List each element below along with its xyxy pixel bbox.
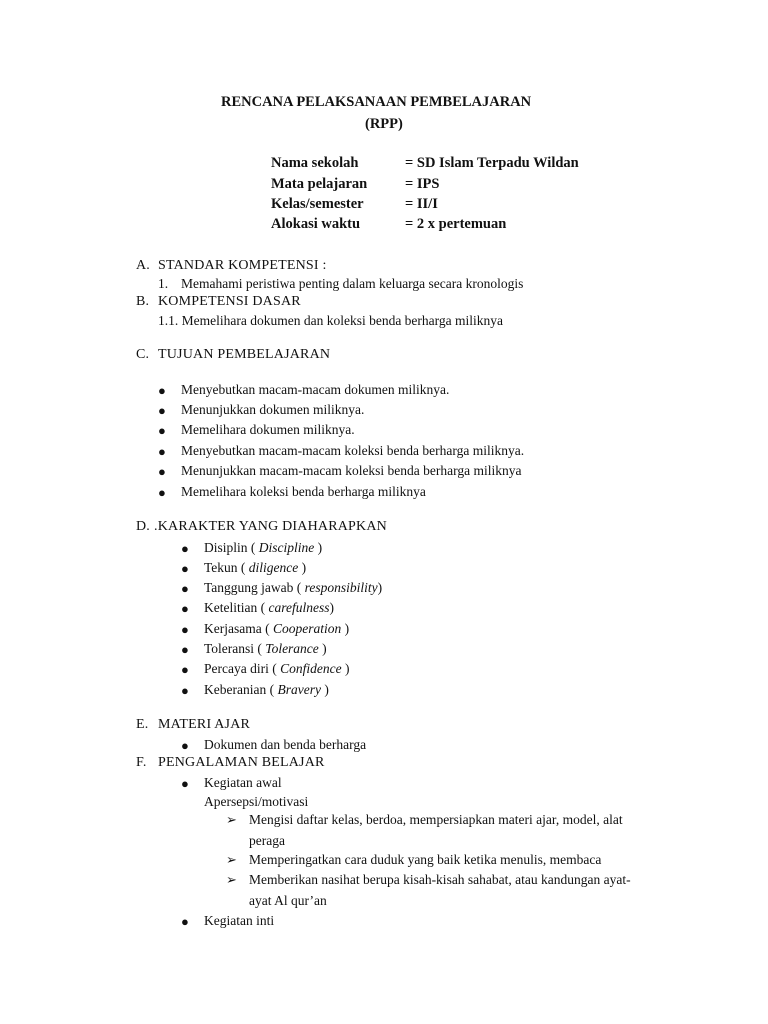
page-subtitle: (RPP) <box>365 116 403 132</box>
list-item: Tanggung jawab ( responsibility) <box>204 580 383 595</box>
arrow-bullet-icon: ➢ <box>226 812 237 827</box>
info-label-time: Alokasi waktu <box>271 216 361 232</box>
list-item: Toleransi ( Tolerance ) <box>204 641 327 656</box>
info-value-school: = SD Islam Terpadu Wildan <box>405 155 579 171</box>
list-item: Kegiatan awal <box>204 775 282 790</box>
section-e-heading: MATERI AJAR <box>158 717 251 732</box>
info-value-subject: = IPS <box>405 176 440 192</box>
bullet-icon: ● <box>181 662 189 677</box>
bullet-icon: ● <box>181 642 189 657</box>
section-a-item-number: 1. <box>158 276 169 291</box>
list-item: Mengisi daftar kelas, berdoa, mempersiapkan materi ajar, model, alat <box>249 812 623 827</box>
list-item: Ketelitian ( carefulness) <box>204 600 334 615</box>
bullet-icon: ● <box>181 738 189 753</box>
bullet-icon: ● <box>158 423 166 438</box>
section-b-letter: B. <box>136 294 150 309</box>
section-b-item: 1.1. Memelihara dokumen dan koleksi benda berharga miliknya <box>158 313 504 328</box>
bullet-icon: ● <box>158 485 166 500</box>
section-d-heading: .KARAKTER YANG DIAHARAPKAN <box>154 519 387 534</box>
bullet-icon: ● <box>158 464 166 479</box>
bullet-icon: ● <box>181 601 189 616</box>
list-item: Memperingatkan cara duduk yang baik ketika menulis, membaca <box>249 852 602 867</box>
list-item: Memelihara dokumen miliknya. <box>181 422 355 437</box>
bullet-icon: ● <box>181 622 189 637</box>
bullet-icon: ● <box>181 776 189 791</box>
info-label-subject: Mata pelajaran <box>271 176 368 192</box>
list-item-continuation: ayat Al qur’an <box>249 893 327 908</box>
info-value-time: = 2 x pertemuan <box>405 216 507 232</box>
list-item-continuation: peraga <box>249 833 285 848</box>
list-item: Menyebutkan macam-macam dokumen miliknya. <box>181 382 450 397</box>
list-item: Kerjasama ( Cooperation ) <box>204 621 350 636</box>
list-item: Disiplin ( Discipline ) <box>204 540 323 555</box>
section-d-letter: D. <box>136 519 151 534</box>
list-item: Menunjukkan macam-macam koleksi benda berharga miliknya <box>181 463 522 478</box>
list-item: Menyebutkan macam-macam koleksi benda berharga miliknya. <box>181 443 525 458</box>
arrow-bullet-icon: ➢ <box>226 852 237 867</box>
bullet-icon: ● <box>181 914 189 929</box>
bullet-icon: ● <box>158 383 166 398</box>
info-label-school: Nama sekolah <box>271 155 359 171</box>
sub-heading: Apersepsi/motivasi <box>204 794 309 809</box>
list-item: Menunjukkan dokumen miliknya. <box>181 402 365 417</box>
section-a-item: Memahami peristiwa penting dalam keluarga secara kronologis <box>181 276 524 291</box>
info-value-class: = II/I <box>405 196 438 212</box>
page-title: RENCANA PELAKSANAAN PEMBELAJARAN <box>221 94 532 110</box>
section-f-heading: PENGALAMAN BELAJAR <box>158 755 325 770</box>
section-a-letter: A. <box>136 258 151 273</box>
section-f-letter: F. <box>136 755 147 770</box>
section-c-heading: TUJUAN PEMBELAJARAN <box>158 347 331 362</box>
section-c-letter: C. <box>136 347 150 362</box>
list-item: Keberanian ( Bravery ) <box>204 682 329 697</box>
info-label-class: Kelas/semester <box>271 196 364 212</box>
list-item: Memelihara koleksi benda berharga miliknya <box>181 484 426 499</box>
section-e-letter: E. <box>136 717 149 732</box>
bullet-icon: ● <box>181 683 189 698</box>
bullet-icon: ● <box>158 403 166 418</box>
bullet-icon: ● <box>158 444 166 459</box>
list-item: Memberikan nasihat berupa kisah-kisah sahabat, atau kandungan ayat- <box>249 872 631 887</box>
list-item: Percaya diri ( Confidence ) <box>204 661 350 676</box>
section-b-heading: KOMPETENSI DASAR <box>158 294 301 309</box>
section-a-heading: STANDAR KOMPETENSI : <box>158 258 327 273</box>
list-item: Tekun ( diligence ) <box>204 560 307 575</box>
bullet-icon: ● <box>181 561 189 576</box>
arrow-bullet-icon: ➢ <box>226 872 237 887</box>
bullet-icon: ● <box>181 581 189 596</box>
list-item: Kegiatan inti <box>204 913 275 928</box>
list-item: Dokumen dan benda berharga <box>204 737 367 752</box>
bullet-icon: ● <box>181 541 189 556</box>
